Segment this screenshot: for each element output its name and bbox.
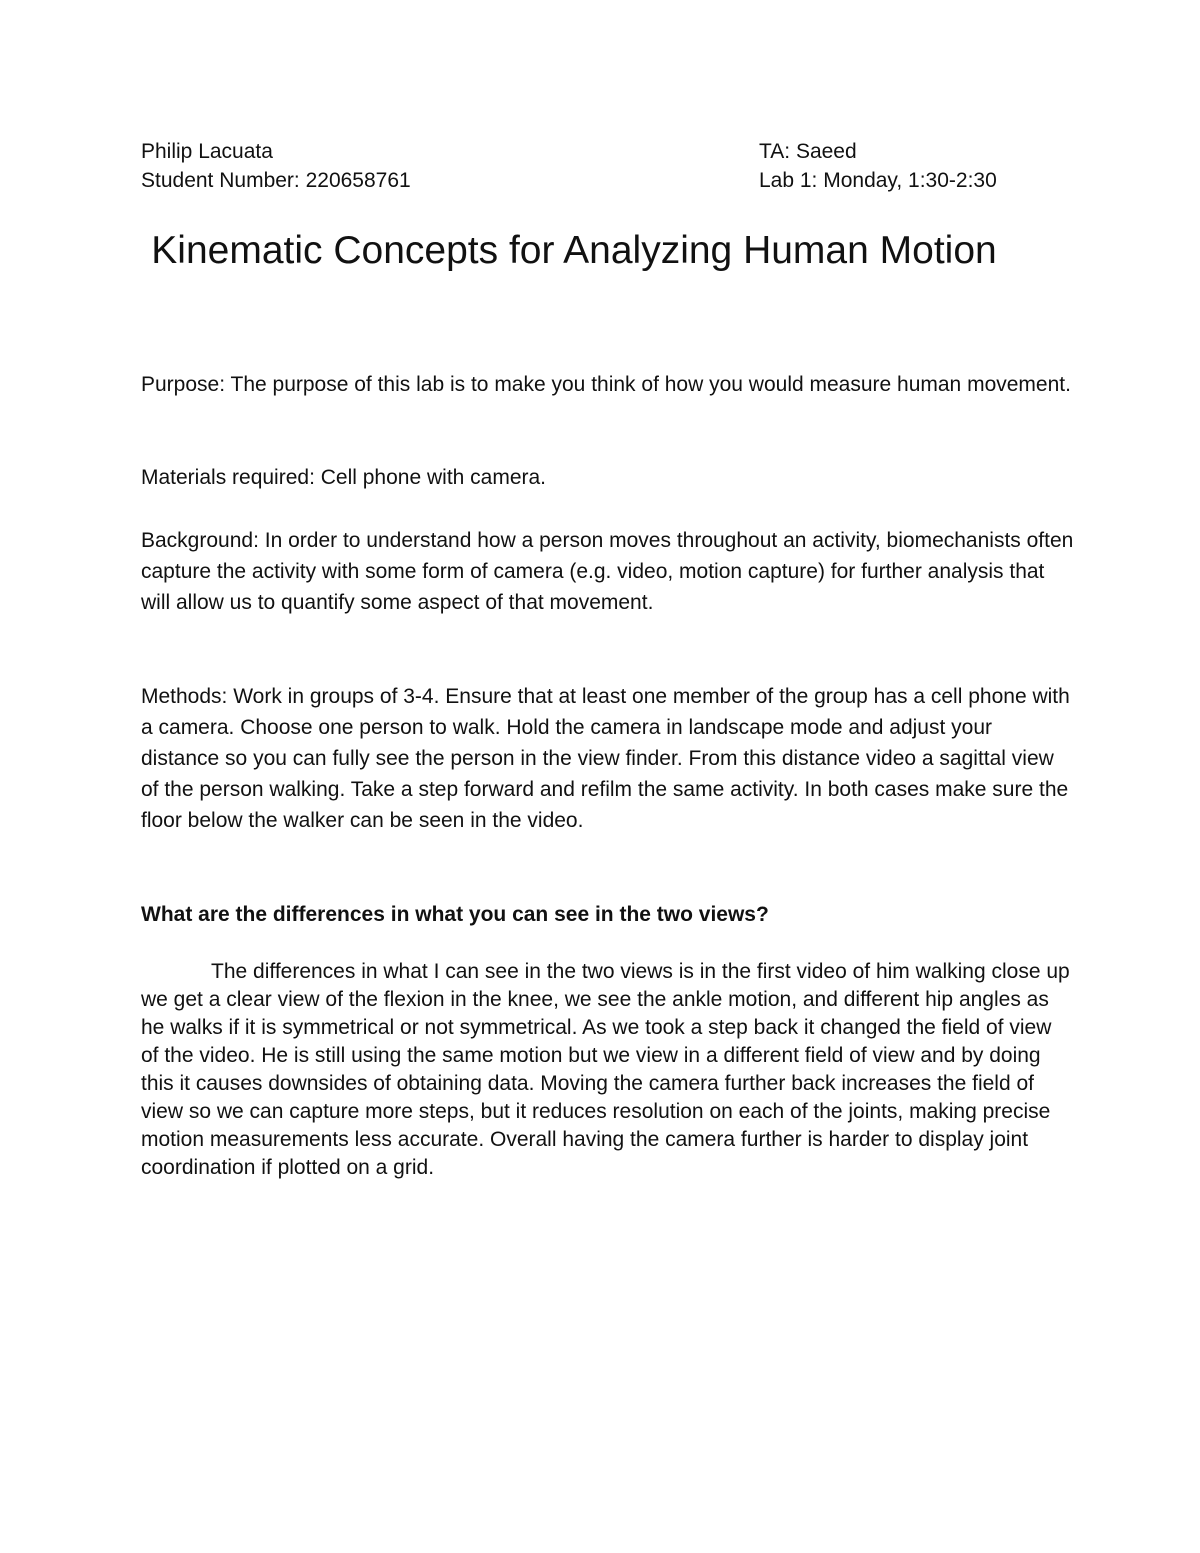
purpose-paragraph: Purpose: The purpose of this lab is to make you think of how you would measure human movement. bbox=[141, 373, 1071, 396]
methods-paragraph: Methods: Work in groups of 3-4. Ensure that at least one member of the group has a cell phone with a camera. Choose one person to walk. Hold the camera in landscape mode and adjust your distance so you can fully see the person in the view finder. From this distance video a sagittal view of the person walking. Take a step forward and refilm the same activity. In both cases make sure the floor below the walker can be seen in the video. bbox=[141, 685, 1070, 832]
student-number: Student Number: 220658761 bbox=[141, 169, 411, 192]
document-title: Kinematic Concepts for Analyzing Human Motion bbox=[151, 229, 997, 273]
answer-paragraph: The differences in what I can see in the two views is in the first video of him walking close up we get a clear view of the flexion in the knee, we see the ankle motion, and different hip angles as he walks if it is symmetrical or not symmetrical. As we took a step back it changed the field of view of the video. He is still using the same motion but we view in a different field of view and by doing this it causes downsides of obtaining data. Moving the camera further back increases the field of view so we can capture more steps, but it reduces resolution on each of the joints, making precise motion measurements less accurate. Overall having the camera further is harder to display joint coordination if plotted on a grid. bbox=[141, 960, 1070, 1179]
background-paragraph: Background: In order to understand how a person moves throughout an activity, biomechanists often capture the activity with some form of camera (e.g. video, motion capture) for further analysis that will allow us to quantify some aspect of that movement. bbox=[141, 529, 1074, 614]
lab-info: Lab 1: Monday, 1:30-2:30 bbox=[759, 169, 997, 192]
materials-paragraph: Materials required: Cell phone with camera. bbox=[141, 466, 547, 489]
question-heading: What are the differences in what you can see in the two views? bbox=[141, 903, 769, 926]
ta-name: TA: Saeed bbox=[759, 140, 857, 163]
student-name: Philip Lacuata bbox=[141, 140, 273, 163]
